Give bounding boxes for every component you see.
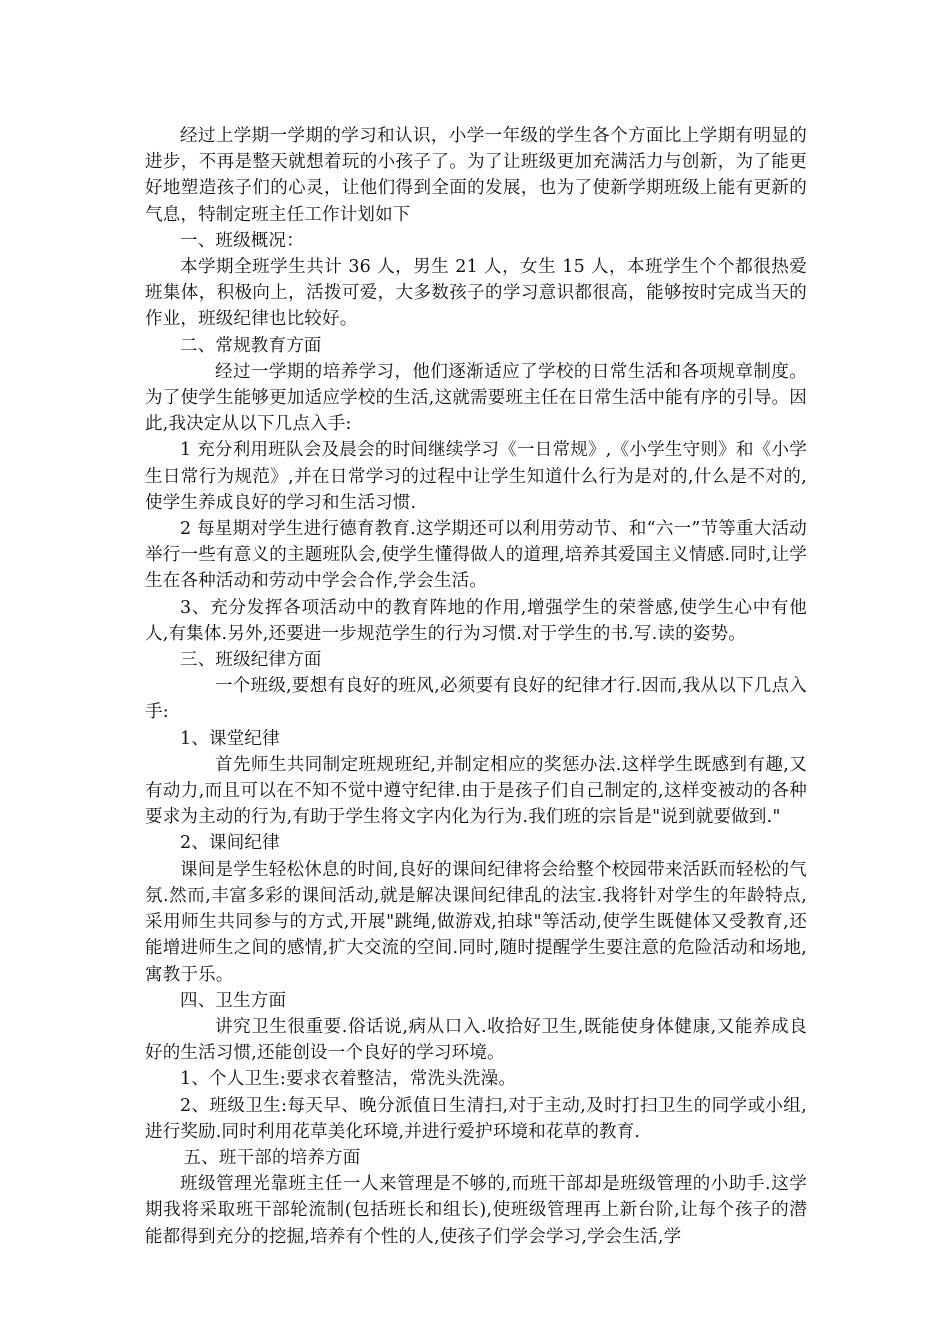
section-heading-hygiene: 四、卫生方面 (180, 990, 287, 1011)
section-heading-discipline: 三、班级纪律方面 (180, 650, 322, 671)
subheading-break-discipline: 2、课间纪律 (180, 833, 280, 854)
section-heading-overview: 一、班级概况： (180, 230, 304, 251)
hygiene-intro-paragraph: 讲究卫生很重要.俗话说,病从口入.收拾好卫生,既能使身体健康,又能养成良好的生活习惯,还能创设一个良好的学习环境。 (145, 1016, 807, 1064)
class-cadres-paragraph: 班级管理光靠班主任一人来管理是不够的,而班干部却是班级管理的小助手.这学期我将采取班干部轮流制(包括班长和组长),使班级管理再上新台阶,让每个孩子的潜能都得到充分的挖掘,培养有个性的人,使孩子们学会学习,学会生活,学 (145, 1174, 807, 1247)
section-heading-class-cadres: 五、班干部的培养方面 (183, 1147, 361, 1168)
break-discipline-paragraph: 课间是学生轻松休息的时间,良好的课间纪律将会给整个校园带来活跃而轻松的气氛.然而,丰富多彩的课间活动,就是解决课间纪律乱的法宝.我将针对学生的年龄特点,采用师生共同参与的方式,开展"跳绳,做游戏,拍球"等活动,使学生既健体又受教育,还能增进师生之间的感情,扩大交流的空间.同时,随时提醒学生要注意的危险活动和场地,寓教于乐。 (145, 859, 807, 985)
routine-intro-paragraph: 经过一学期的培养学习，他们逐渐适应了学校的日常生活和各项规章制度。为了使学生能够更加适应学校的生活,这就需要班主任在日常生活中能有序的引导。因此,我决定从以下几点入手: (145, 361, 807, 435)
document-page (145, 123, 807, 1250)
hygiene-item-class: 2、班级卫生:每天早、晚分派值日生清扫,对于主动,及时打扫卫生的同学或小组,进行奖励.同时利用花草美化环境,并进行爱护环境和花草的教育. (145, 1095, 807, 1142)
routine-item-3: 3、充分发挥各项活动中的教育阵地的作用,增强学生的荣誉感,使学生心中有他人,有集体.另外,还要进一步规范学生的行为习惯.对于学生的书.写.读的姿势。 (145, 597, 807, 644)
classroom-discipline-paragraph: 首先师生共同制定班规班纪,并制定相应的奖惩办法.这样学生既感到有趣,又有动力,而且可以在不知不觉中遵守纪律.由于是孩子们自己制定的,这样变被动的各种要求为主动的行为,有助于学生将文字内化为行为.我们班的宗旨是"说到就要做到." (145, 754, 807, 828)
subheading-classroom-discipline: 1、课堂纪律 (180, 728, 280, 749)
section-heading-routine-education: 二、常规教育方面 (180, 335, 322, 356)
hygiene-item-personal: 1、个人卫生:要求衣着整洁，常洗头洗澡。 (180, 1069, 517, 1090)
overview-paragraph: 本学期全班学生共计 36 人，男生 21 人，女生 15 人，本班学生个个都很热爱班集体，积极向上，活拨可爱，大多数孩子的学习意识都很高，能够按时完成当天的作业，班级纪律也比较好。 (145, 257, 807, 330)
routine-item-2: 2 每星期对学生进行德育教育.这学期还可以利用劳动节、和“六一”节等重大活动举行一些有意义的主题班队会,使学生懂得做人的道理,培养其爱国主义情感.同时,让学生在各种活动和劳动中学会合作,学会生活。 (145, 519, 807, 592)
discipline-intro-paragraph: 一个班级,要想有良好的班风,必须要有良好的纪律才行.因而,我从以下几点入手: (145, 676, 807, 723)
routine-item-1: 1 充分利用班队会及晨会的时间继续学习《一日常规》,《小学生守则》和《小学生日常行为规范》,并在日常学习的过程中让学生知道什么行为是对的,什么是不对的,使学生养成良好的学习和生活习惯. (145, 440, 807, 513)
intro-paragraph: 经过上学期一学期的学习和认识，小学一年级的学生各个方面比上学期有明显的进步，不再是整天就想着玩的小孩子了。为了让班级更加充满活力与创新，为了能更好地塑造孩子们的心灵，让他们得到全面的发展，也为了使新学期班级上能有更新的气息，特制定班主任工作计划如下 (145, 126, 807, 225)
